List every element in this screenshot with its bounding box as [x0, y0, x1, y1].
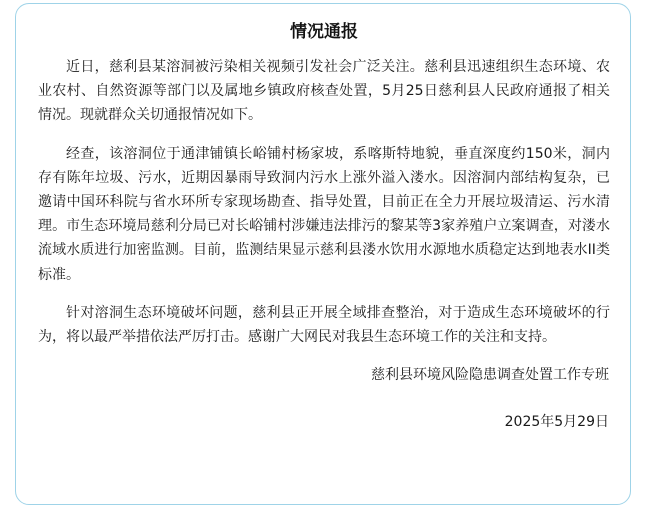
notice-paragraph-1: 近日，慈利县某溶洞被污染相关视频引发社会广泛关注。慈利县迅速组织生态环境、农业农村、自然资源等部门以及属地乡镇政府核查处置，5月25日慈利县人民政府通报了相关情况。现就群众关切通报情况如下。 [38, 59, 610, 124]
signature-block [38, 364, 610, 433]
notice-paragraph-3: 针对溶洞生态环境破坏问题，慈利县正开展全域排查整治，对于造成生态环境破坏的行为，将以最严举措依法严厉打击。感谢广大网民对我县生态环境工作的关注和支持。 [38, 304, 610, 346]
notice-title: 情况通报 [290, 22, 358, 42]
notice-card [15, 3, 631, 505]
signature-organization: 慈利县环境风险隐患调查处置工作专班 [371, 367, 609, 384]
signature-date: 2025年5月29日 [504, 414, 609, 431]
notice-paragraph-2: 经查，该溶洞位于通津铺镇长峪铺村杨家坡，系喀斯特地貌，垂直深度约150米，洞内存有陈年垃圾、污水，近期因暴雨导致洞内污水上涨外溢入溇水。因溶洞内部结构复杂，已邀请中国环科院与省水环所专家现场勘查、指导处置，目前正在全力开展垃圾清运、污水清理。市生态环境局慈利分局已对长峪铺村涉嫌违法排污的黎某等3家养殖户立案调查，对溇水流域水质进行加密监测。目前，监测结果显示慈利县溇水饮用水源地水质稳定达到地表水II类标准。 [38, 145, 610, 283]
